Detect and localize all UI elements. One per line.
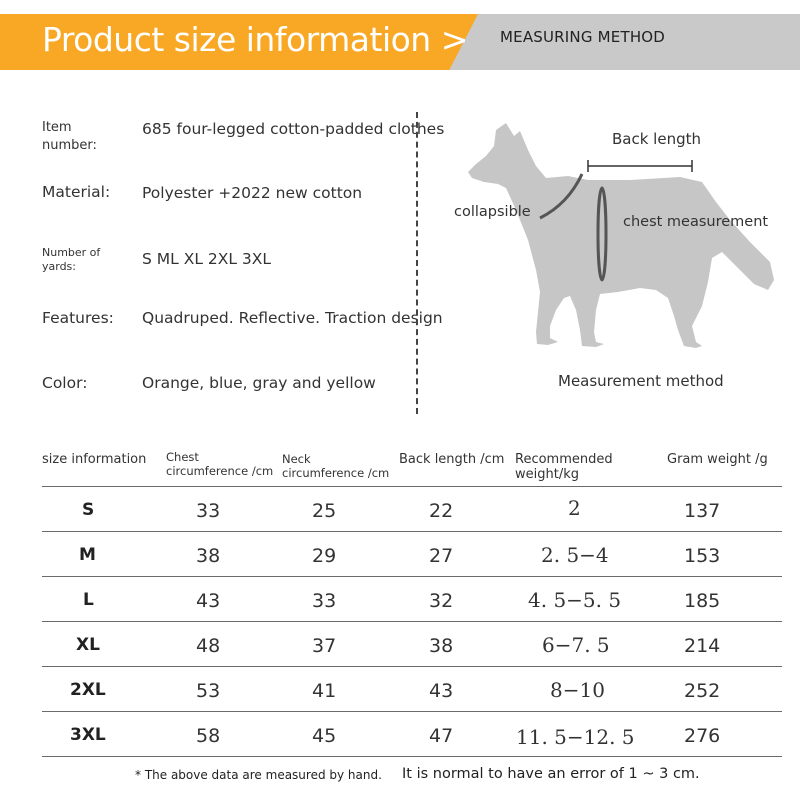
row-chest: 58: [196, 725, 221, 747]
footer-note-measured: * The above data are measured by hand.: [135, 768, 382, 782]
row-gram: 137: [684, 500, 721, 522]
row-size: 3XL: [70, 725, 106, 745]
table-row: [42, 711, 782, 756]
yards-label-line2: yards:: [42, 260, 76, 273]
header-recommended-weight: [515, 452, 613, 482]
collapsible-label: collapsible: [454, 204, 531, 220]
footer-note-error: It is normal to have an error of 1 ~ 3 cm.: [402, 766, 700, 782]
table-row: [42, 621, 782, 666]
row-gram: 252: [684, 680, 721, 702]
row-back: 47: [429, 725, 454, 747]
row-gram: 153: [684, 545, 721, 567]
row-weight: 4. 5−5. 5: [528, 588, 622, 612]
row-neck: 33: [312, 590, 337, 612]
yards-label-line1: Number of: [42, 246, 101, 259]
row-weight: 2. 5−4: [541, 543, 609, 567]
table-header-row: [42, 440, 782, 486]
features-value: Quadruped. Reflective. Traction design: [142, 309, 443, 327]
dog-body: [468, 123, 774, 348]
row-chest: 48: [196, 635, 221, 657]
row-size: L: [83, 590, 94, 610]
header-chest: [166, 450, 273, 478]
vertical-divider: [416, 112, 418, 414]
measurement-method-caption: Measurement method: [558, 372, 724, 390]
header-chest-line1: Chest: [166, 450, 199, 464]
row-weight: 6−7. 5: [542, 633, 610, 657]
header-size-information: size information: [42, 452, 147, 467]
table-row: [42, 531, 782, 576]
header-neck: [282, 452, 389, 480]
row-size: M: [79, 545, 96, 565]
material-label: Material:: [42, 183, 111, 201]
banner-title: Product size information >: [42, 20, 468, 59]
item-number-label: [42, 119, 97, 155]
header-banner: [0, 14, 800, 70]
row-chest: 43: [196, 590, 221, 612]
row-back: 32: [429, 590, 454, 612]
material-value: Polyester +2022 new cotton: [142, 184, 363, 202]
row-weight: 11. 5−12. 5: [516, 725, 635, 749]
row-neck: 29: [312, 545, 337, 567]
yards-value: S ML XL 2XL 3XL: [142, 250, 272, 268]
color-label: Color:: [42, 374, 88, 392]
number-of-yards-label: [42, 246, 100, 274]
item-number-label-line1: Item: [42, 120, 72, 135]
row-size: 2XL: [70, 680, 106, 700]
row-back: 38: [429, 635, 454, 657]
table-row: [42, 486, 782, 531]
item-number-value: 685 four-legged cotton-padded clothes: [142, 120, 445, 138]
row-chest: 53: [196, 680, 221, 702]
row-back: 43: [429, 680, 454, 702]
header-chest-line2: circumference /cm: [166, 464, 274, 478]
header-gram-weight: Gram weight /g: [667, 452, 768, 467]
row-back: 27: [429, 545, 454, 567]
features-label: Features:: [42, 309, 114, 327]
row-size: S: [82, 500, 95, 520]
row-gram: 214: [684, 635, 721, 657]
header-neck-line2: circumference /cm: [282, 466, 390, 480]
row-neck: 41: [312, 680, 337, 702]
row-gram: 276: [684, 725, 721, 747]
dog-silhouette: [440, 120, 800, 410]
row-neck: 37: [312, 635, 337, 657]
row-weight: 2: [568, 496, 581, 520]
header-back-length: Back length /cm: [399, 452, 505, 467]
table-row: [42, 666, 782, 711]
measurement-diagram: [440, 120, 800, 410]
header-weight-line2: weight/kg: [515, 467, 579, 482]
table-divider: [42, 756, 782, 757]
row-chest: 33: [196, 500, 221, 522]
table-row: [42, 576, 782, 621]
item-number-label-line2: number:: [42, 138, 97, 153]
row-neck: 25: [312, 500, 337, 522]
row-size: XL: [76, 635, 100, 655]
row-gram: 185: [684, 590, 721, 612]
row-back: 22: [429, 500, 454, 522]
color-value: Orange, blue, gray and yellow: [142, 374, 376, 392]
row-chest: 38: [196, 545, 221, 567]
measuring-method-label: MEASURING METHOD: [500, 28, 666, 46]
header-weight-line1: Recommended: [515, 452, 613, 467]
row-weight: 8−10: [550, 678, 605, 702]
back-length-label: Back length: [612, 130, 701, 148]
row-neck: 45: [312, 725, 337, 747]
header-neck-line1: Neck: [282, 452, 311, 466]
chest-measurement-label: chest measurement: [623, 214, 769, 230]
